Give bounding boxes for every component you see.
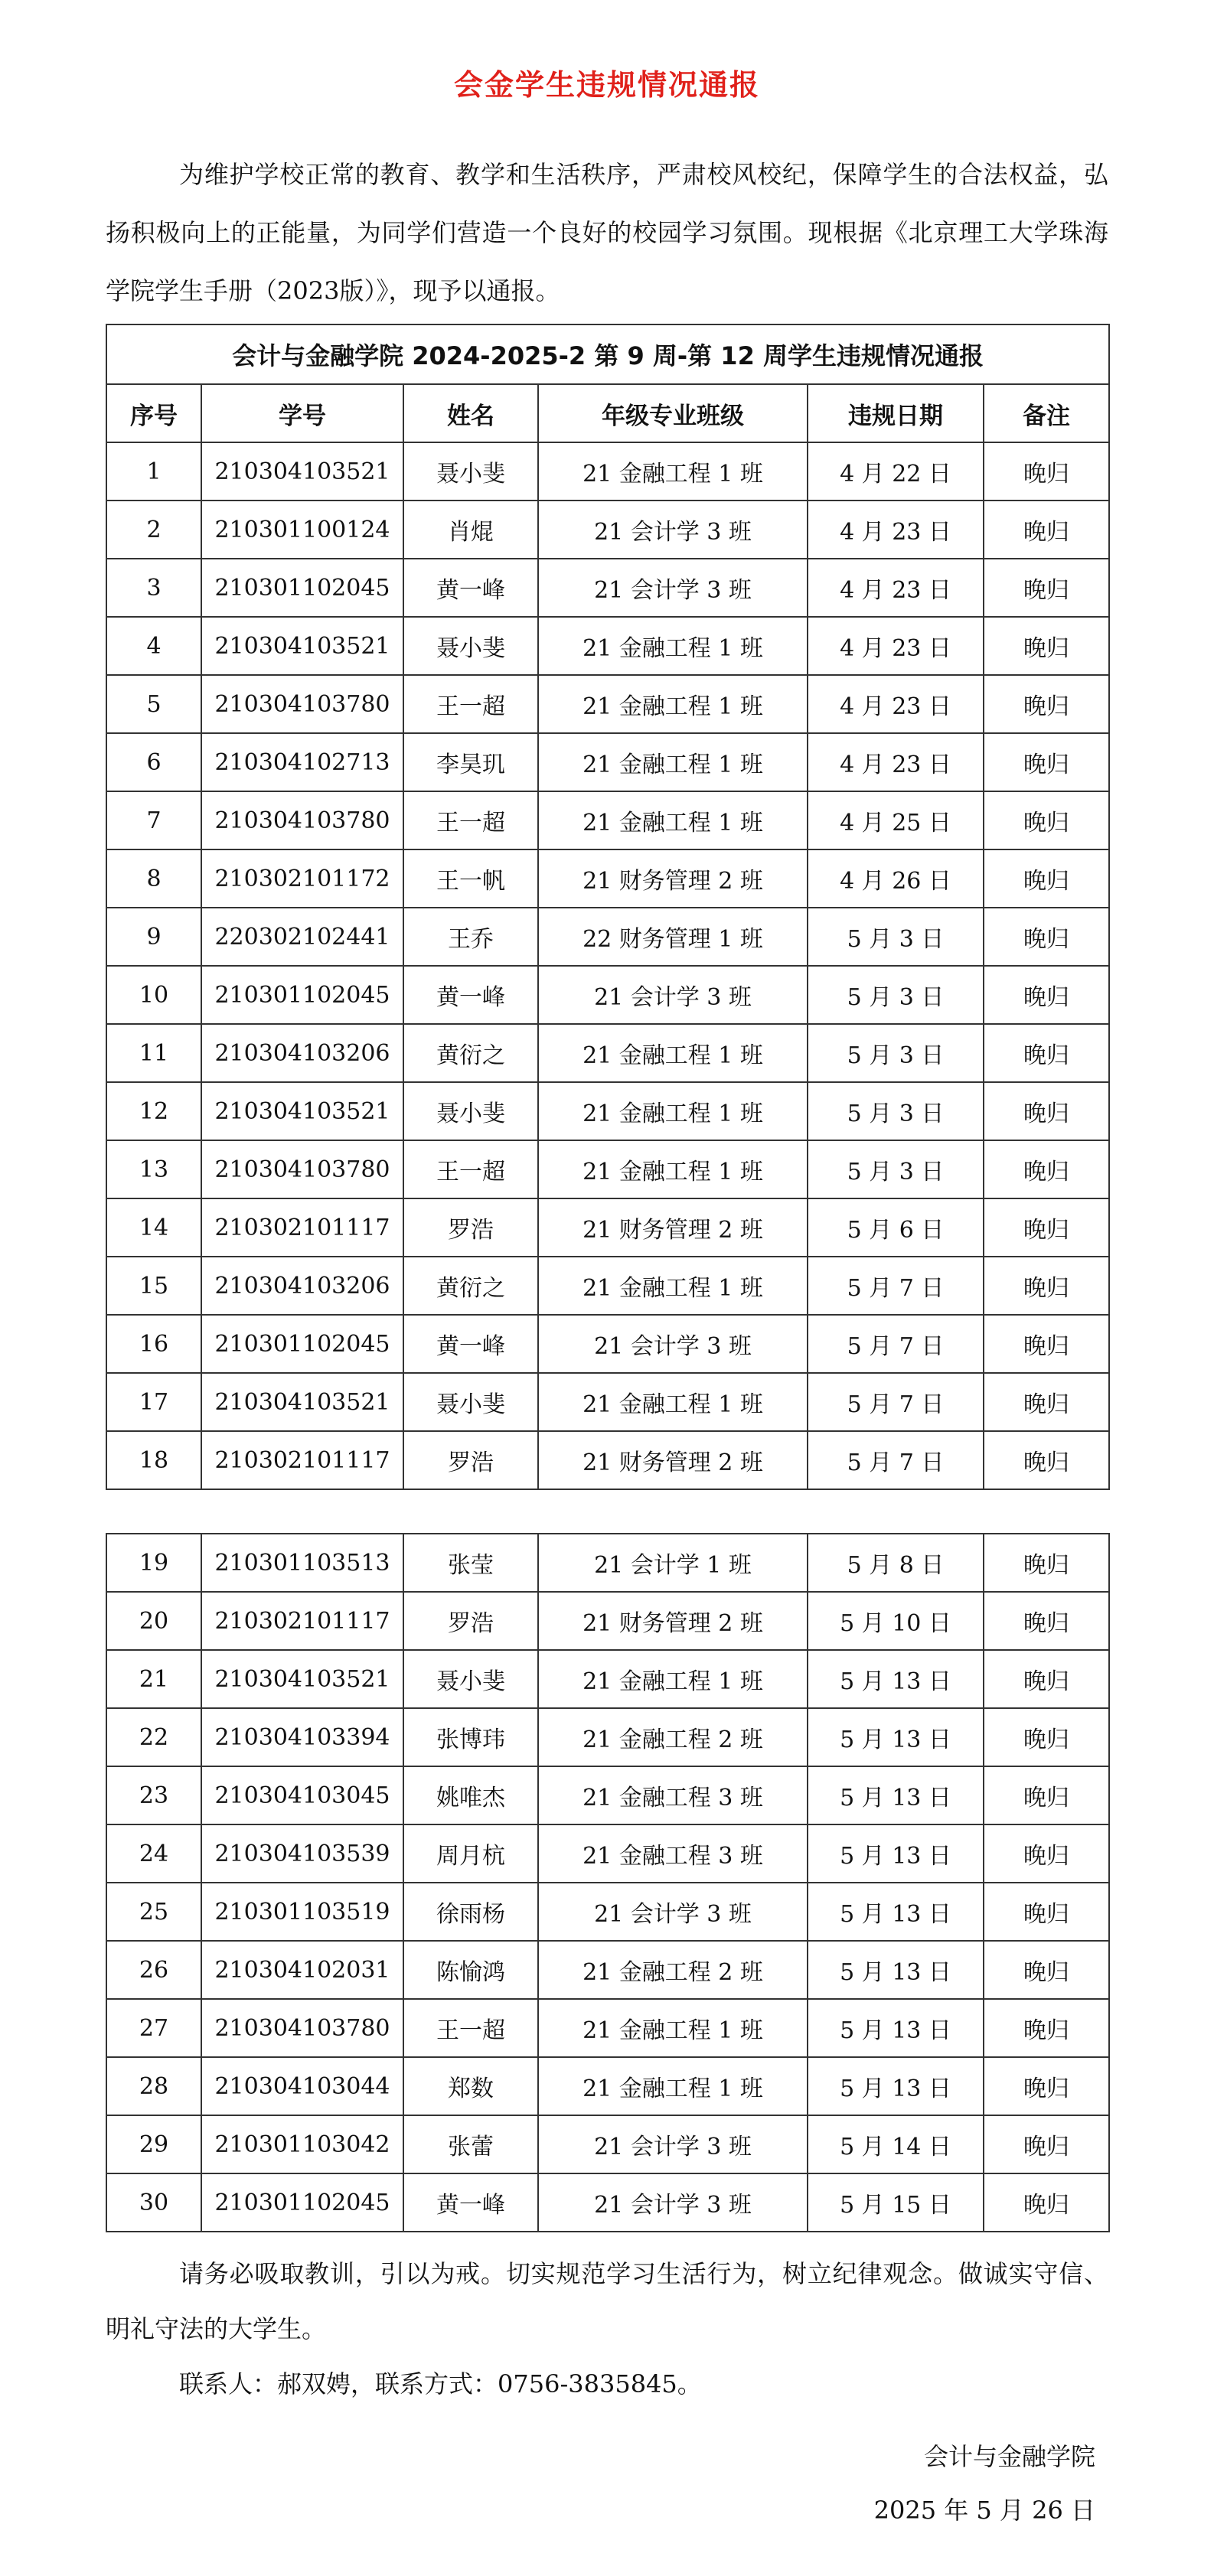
cell-date: 5 月 14 日 bbox=[808, 2115, 984, 2173]
cell-class: 21 金融工程 2 班 bbox=[538, 1941, 808, 1999]
cell-student-id: 210304103521 bbox=[201, 442, 403, 501]
cell-date: 5 月 13 日 bbox=[808, 1999, 984, 2057]
cell-remark: 晚归 bbox=[984, 1592, 1109, 1650]
cell-remark: 晚归 bbox=[984, 1650, 1109, 1708]
table-row bbox=[106, 675, 1109, 733]
header-student-id: 学号 bbox=[201, 384, 403, 442]
cell-name: 黄一峰 bbox=[403, 1315, 538, 1373]
cell-index: 4 bbox=[106, 617, 201, 675]
cell-class: 21 财务管理 2 班 bbox=[538, 1592, 808, 1650]
table-row bbox=[106, 1999, 1109, 2057]
cell-name: 张博玮 bbox=[403, 1708, 538, 1766]
cell-class: 21 金融工程 1 班 bbox=[538, 1082, 808, 1140]
cell-student-id: 220302102441 bbox=[201, 908, 403, 966]
cell-date: 5 月 13 日 bbox=[808, 1766, 984, 1824]
cell-name: 王乔 bbox=[403, 908, 538, 966]
table-row bbox=[106, 1431, 1109, 1489]
cell-name: 黄一峰 bbox=[403, 2173, 538, 2232]
table-row bbox=[106, 1373, 1109, 1431]
cell-remark: 晚归 bbox=[984, 2115, 1109, 2173]
table-row bbox=[106, 2173, 1109, 2232]
table-body-part1 bbox=[106, 442, 1109, 1489]
cell-name: 聂小斐 bbox=[403, 1082, 538, 1140]
cell-student-id: 210304102031 bbox=[201, 1941, 403, 1999]
cell-index: 22 bbox=[106, 1708, 201, 1766]
cell-index: 23 bbox=[106, 1766, 201, 1824]
cell-class: 21 会计学 3 班 bbox=[538, 1315, 808, 1373]
cell-name: 黄一峰 bbox=[403, 966, 538, 1024]
table-row bbox=[106, 1257, 1109, 1315]
cell-name: 王一超 bbox=[403, 791, 538, 849]
cell-class: 21 金融工程 1 班 bbox=[538, 1140, 808, 1198]
cell-student-id: 210301100124 bbox=[201, 501, 403, 559]
table-row bbox=[106, 559, 1109, 617]
header-name: 姓名 bbox=[403, 384, 538, 442]
cell-remark: 晚归 bbox=[984, 1082, 1109, 1140]
cell-class: 21 会计学 3 班 bbox=[538, 2115, 808, 2173]
cell-name: 李昊玑 bbox=[403, 733, 538, 791]
cell-remark: 晚归 bbox=[984, 1941, 1109, 1999]
cell-remark: 晚归 bbox=[984, 1140, 1109, 1198]
cell-index: 15 bbox=[106, 1257, 201, 1315]
table-row bbox=[106, 966, 1109, 1024]
table-row bbox=[106, 1650, 1109, 1708]
page-title: 会金学生违规情况通报 bbox=[453, 68, 760, 102]
cell-index: 19 bbox=[106, 1534, 201, 1592]
cell-class: 21 会计学 1 班 bbox=[538, 1534, 808, 1592]
cell-remark: 晚归 bbox=[984, 1257, 1109, 1315]
cell-index: 13 bbox=[106, 1140, 201, 1198]
cell-student-id: 210304103780 bbox=[201, 1999, 403, 2057]
cell-name: 罗浩 bbox=[403, 1198, 538, 1257]
cell-name: 肖焜 bbox=[403, 501, 538, 559]
cell-student-id: 210301103519 bbox=[201, 1883, 403, 1941]
cell-index: 14 bbox=[106, 1198, 201, 1257]
cell-name: 王一超 bbox=[403, 1999, 538, 2057]
cell-date: 5 月 3 日 bbox=[808, 1082, 984, 1140]
cell-student-id: 210302101172 bbox=[201, 849, 403, 908]
cell-student-id: 210301103042 bbox=[201, 2115, 403, 2173]
cell-index: 8 bbox=[106, 849, 201, 908]
cell-student-id: 210301102045 bbox=[201, 1315, 403, 1373]
cell-class: 21 财务管理 2 班 bbox=[538, 1198, 808, 1257]
cell-remark: 晚归 bbox=[984, 1708, 1109, 1766]
table-row bbox=[106, 1198, 1109, 1257]
cell-class: 21 金融工程 1 班 bbox=[538, 1999, 808, 2057]
cell-student-id: 210304103044 bbox=[201, 2057, 403, 2115]
cell-remark: 晚归 bbox=[984, 1883, 1109, 1941]
cell-date: 5 月 13 日 bbox=[808, 1941, 984, 1999]
cell-remark: 晚归 bbox=[984, 675, 1109, 733]
cell-student-id: 210302101117 bbox=[201, 1592, 403, 1650]
cell-date: 4 月 23 日 bbox=[808, 733, 984, 791]
cell-class: 21 金融工程 1 班 bbox=[538, 617, 808, 675]
table-caption-row bbox=[106, 324, 1109, 384]
cell-name: 张蕾 bbox=[403, 2115, 538, 2173]
cell-name: 徐雨杨 bbox=[403, 1883, 538, 1941]
intro-section bbox=[106, 145, 1108, 320]
table-row bbox=[106, 2115, 1109, 2173]
cell-class: 21 会计学 3 班 bbox=[538, 501, 808, 559]
cell-date: 5 月 15 日 bbox=[808, 2173, 984, 2232]
cell-index: 16 bbox=[106, 1315, 201, 1373]
cell-student-id: 210301102045 bbox=[201, 559, 403, 617]
table-row bbox=[106, 1824, 1109, 1883]
cell-name: 王一超 bbox=[403, 1140, 538, 1198]
cell-name: 陈愉鸿 bbox=[403, 1941, 538, 1999]
cell-student-id: 210301102045 bbox=[201, 966, 403, 1024]
cell-student-id: 210304102713 bbox=[201, 733, 403, 791]
cell-class: 22 财务管理 1 班 bbox=[538, 908, 808, 966]
cell-date: 5 月 3 日 bbox=[808, 966, 984, 1024]
table-row bbox=[106, 442, 1109, 501]
cell-name: 聂小斐 bbox=[403, 442, 538, 501]
table-row bbox=[106, 2057, 1109, 2115]
cell-date: 5 月 13 日 bbox=[808, 2057, 984, 2115]
cell-date: 5 月 10 日 bbox=[808, 1592, 984, 1650]
cell-date: 5 月 7 日 bbox=[808, 1257, 984, 1315]
table-row bbox=[106, 1883, 1109, 1941]
cell-remark: 晚归 bbox=[984, 617, 1109, 675]
cell-name: 黄一峰 bbox=[403, 559, 538, 617]
cell-class: 21 金融工程 1 班 bbox=[538, 442, 808, 501]
table-row bbox=[106, 1082, 1109, 1140]
cell-remark: 晚归 bbox=[984, 559, 1109, 617]
header-class: 年级专业班级 bbox=[538, 384, 808, 442]
cell-remark: 晚归 bbox=[984, 1315, 1109, 1373]
signature-date: 2025 年 5 月 26 日 bbox=[873, 2496, 1095, 2525]
cell-index: 27 bbox=[106, 1999, 201, 2057]
intro-paragraph: 为维护学校正常的教育、教学和生活秩序，严肃校风校纪，保障学生的合法权益，弘扬积极向上的正能量，为同学们营造一个良好的校园学习氛围。现根据《北京理工大学珠海学院学生手册（2023版）》，现予以通报。 bbox=[106, 160, 1108, 305]
cell-student-id: 210301102045 bbox=[201, 2173, 403, 2232]
cell-student-id: 210304103394 bbox=[201, 1708, 403, 1766]
cell-index: 25 bbox=[106, 1883, 201, 1941]
cell-class: 21 会计学 3 班 bbox=[538, 559, 808, 617]
cell-student-id: 210304103521 bbox=[201, 1082, 403, 1140]
cell-name: 黄衍之 bbox=[403, 1257, 538, 1315]
cell-date: 4 月 26 日 bbox=[808, 849, 984, 908]
table-row bbox=[106, 908, 1109, 966]
cell-student-id: 210304103539 bbox=[201, 1824, 403, 1883]
cell-student-id: 210304103780 bbox=[201, 791, 403, 849]
cell-date: 4 月 25 日 bbox=[808, 791, 984, 849]
cell-date: 4 月 23 日 bbox=[808, 559, 984, 617]
cell-class: 21 财务管理 2 班 bbox=[538, 1431, 808, 1489]
table-row bbox=[106, 1708, 1109, 1766]
cell-remark: 晚归 bbox=[984, 1824, 1109, 1883]
cell-date: 5 月 13 日 bbox=[808, 1650, 984, 1708]
cell-class: 21 金融工程 1 班 bbox=[538, 1650, 808, 1708]
cell-student-id: 210304103206 bbox=[201, 1257, 403, 1315]
cell-student-id: 210304103521 bbox=[201, 1650, 403, 1708]
table-row bbox=[106, 1024, 1109, 1082]
table-caption: 会计与金融学院 2024-2025-2 第 9 周-第 12 周学生违规情况通报 bbox=[106, 324, 1109, 384]
cell-date: 5 月 3 日 bbox=[808, 1140, 984, 1198]
cell-class: 21 金融工程 1 班 bbox=[538, 2057, 808, 2115]
cell-student-id: 210302101117 bbox=[201, 1198, 403, 1257]
cell-date: 4 月 22 日 bbox=[808, 442, 984, 501]
cell-student-id: 210304103780 bbox=[201, 675, 403, 733]
cell-class: 21 金融工程 1 班 bbox=[538, 733, 808, 791]
cell-name: 黄衍之 bbox=[403, 1024, 538, 1082]
table-row bbox=[106, 849, 1109, 908]
cell-class: 21 金融工程 2 班 bbox=[538, 1708, 808, 1766]
cell-name: 罗浩 bbox=[403, 1592, 538, 1650]
cell-date: 4 月 23 日 bbox=[808, 501, 984, 559]
cell-remark: 晚归 bbox=[984, 442, 1109, 501]
table-body-part2 bbox=[106, 1534, 1109, 2232]
cell-remark: 晚归 bbox=[984, 849, 1109, 908]
closing-paragraph: 请务必吸取教训，引以为戒。切实规范学习生活行为，树立纪律观念。做诚实守信、明礼守法的大学生。 bbox=[106, 2259, 1108, 2343]
cell-index: 26 bbox=[106, 1941, 201, 1999]
cell-date: 5 月 13 日 bbox=[808, 1708, 984, 1766]
cell-remark: 晚归 bbox=[984, 1373, 1109, 1431]
contact-line: 联系人：郝双娉，联系方式：0756-3835845。 bbox=[179, 2369, 702, 2398]
cell-class: 21 金融工程 1 班 bbox=[538, 1024, 808, 1082]
cell-date: 4 月 23 日 bbox=[808, 617, 984, 675]
cell-index: 20 bbox=[106, 1592, 201, 1650]
header-date: 违规日期 bbox=[808, 384, 984, 442]
cell-date: 4 月 23 日 bbox=[808, 675, 984, 733]
cell-student-id: 210304103206 bbox=[201, 1024, 403, 1082]
cell-class: 21 金融工程 1 班 bbox=[538, 791, 808, 849]
cell-index: 29 bbox=[106, 2115, 201, 2173]
cell-index: 18 bbox=[106, 1431, 201, 1489]
cell-student-id: 210301103513 bbox=[201, 1534, 403, 1592]
table-row bbox=[106, 617, 1109, 675]
cell-name: 聂小斐 bbox=[403, 1650, 538, 1708]
cell-class: 21 金融工程 1 班 bbox=[538, 1257, 808, 1315]
cell-index: 2 bbox=[106, 501, 201, 559]
cell-index: 12 bbox=[106, 1082, 201, 1140]
cell-index: 9 bbox=[106, 908, 201, 966]
cell-class: 21 金融工程 3 班 bbox=[538, 1766, 808, 1824]
cell-index: 28 bbox=[106, 2057, 201, 2115]
cell-date: 5 月 7 日 bbox=[808, 1315, 984, 1373]
violation-table-part2 bbox=[106, 1533, 1110, 2232]
cell-name: 聂小斐 bbox=[403, 1373, 538, 1431]
cell-name: 聂小斐 bbox=[403, 617, 538, 675]
cell-class: 21 金融工程 3 班 bbox=[538, 1824, 808, 1883]
cell-remark: 晚归 bbox=[984, 1431, 1109, 1489]
cell-class: 21 会计学 3 班 bbox=[538, 1883, 808, 1941]
cell-remark: 晚归 bbox=[984, 1024, 1109, 1082]
cell-remark: 晚归 bbox=[984, 908, 1109, 966]
table-header-row bbox=[106, 384, 1109, 442]
cell-remark: 晚归 bbox=[984, 966, 1109, 1024]
table-row bbox=[106, 733, 1109, 791]
table-row bbox=[106, 1766, 1109, 1824]
signature-org: 会计与金融学院 bbox=[923, 2442, 1095, 2471]
cell-index: 24 bbox=[106, 1824, 201, 1883]
cell-name: 姚唯杰 bbox=[403, 1766, 538, 1824]
cell-remark: 晚归 bbox=[984, 501, 1109, 559]
violation-table-part1 bbox=[106, 324, 1110, 1490]
cell-index: 11 bbox=[106, 1024, 201, 1082]
cell-student-id: 210304103521 bbox=[201, 617, 403, 675]
table-row bbox=[106, 1592, 1109, 1650]
cell-index: 30 bbox=[106, 2173, 201, 2232]
header-index: 序号 bbox=[106, 384, 201, 442]
cell-index: 5 bbox=[106, 675, 201, 733]
table-row bbox=[106, 1315, 1109, 1373]
cell-index: 7 bbox=[106, 791, 201, 849]
cell-date: 5 月 8 日 bbox=[808, 1534, 984, 1592]
table-row bbox=[106, 1140, 1109, 1198]
cell-index: 3 bbox=[106, 559, 201, 617]
closing-section bbox=[106, 2246, 1108, 2411]
cell-remark: 晚归 bbox=[984, 733, 1109, 791]
cell-student-id: 210302101117 bbox=[201, 1431, 403, 1489]
cell-date: 5 月 7 日 bbox=[808, 1431, 984, 1489]
cell-index: 1 bbox=[106, 442, 201, 501]
cell-name: 王一帆 bbox=[403, 849, 538, 908]
cell-index: 10 bbox=[106, 966, 201, 1024]
cell-date: 5 月 7 日 bbox=[808, 1373, 984, 1431]
cell-index: 21 bbox=[106, 1650, 201, 1708]
cell-student-id: 210304103521 bbox=[201, 1373, 403, 1431]
cell-student-id: 210304103045 bbox=[201, 1766, 403, 1824]
cell-remark: 晚归 bbox=[984, 791, 1109, 849]
cell-name: 张莹 bbox=[403, 1534, 538, 1592]
cell-date: 5 月 6 日 bbox=[808, 1198, 984, 1257]
cell-remark: 晚归 bbox=[984, 1766, 1109, 1824]
cell-index: 17 bbox=[106, 1373, 201, 1431]
table-row bbox=[106, 501, 1109, 559]
cell-remark: 晚归 bbox=[984, 1534, 1109, 1592]
header-remark: 备注 bbox=[984, 384, 1109, 442]
cell-class: 21 金融工程 1 班 bbox=[538, 1373, 808, 1431]
cell-date: 5 月 13 日 bbox=[808, 1883, 984, 1941]
cell-index: 6 bbox=[106, 733, 201, 791]
cell-name: 周月杭 bbox=[403, 1824, 538, 1883]
cell-class: 21 财务管理 2 班 bbox=[538, 849, 808, 908]
cell-class: 21 会计学 3 班 bbox=[538, 966, 808, 1024]
table-row bbox=[106, 791, 1109, 849]
cell-remark: 晚归 bbox=[984, 2057, 1109, 2115]
cell-student-id: 210304103780 bbox=[201, 1140, 403, 1198]
cell-name: 王一超 bbox=[403, 675, 538, 733]
cell-remark: 晚归 bbox=[984, 2173, 1109, 2232]
cell-date: 5 月 3 日 bbox=[808, 1024, 984, 1082]
cell-date: 5 月 13 日 bbox=[808, 1824, 984, 1883]
cell-remark: 晚归 bbox=[984, 1198, 1109, 1257]
cell-date: 5 月 3 日 bbox=[808, 908, 984, 966]
cell-name: 罗浩 bbox=[403, 1431, 538, 1489]
table-row bbox=[106, 1534, 1109, 1592]
cell-name: 郑数 bbox=[403, 2057, 538, 2115]
cell-class: 21 金融工程 1 班 bbox=[538, 675, 808, 733]
table-row bbox=[106, 1941, 1109, 1999]
cell-class: 21 会计学 3 班 bbox=[538, 2173, 808, 2232]
cell-remark: 晚归 bbox=[984, 1999, 1109, 2057]
